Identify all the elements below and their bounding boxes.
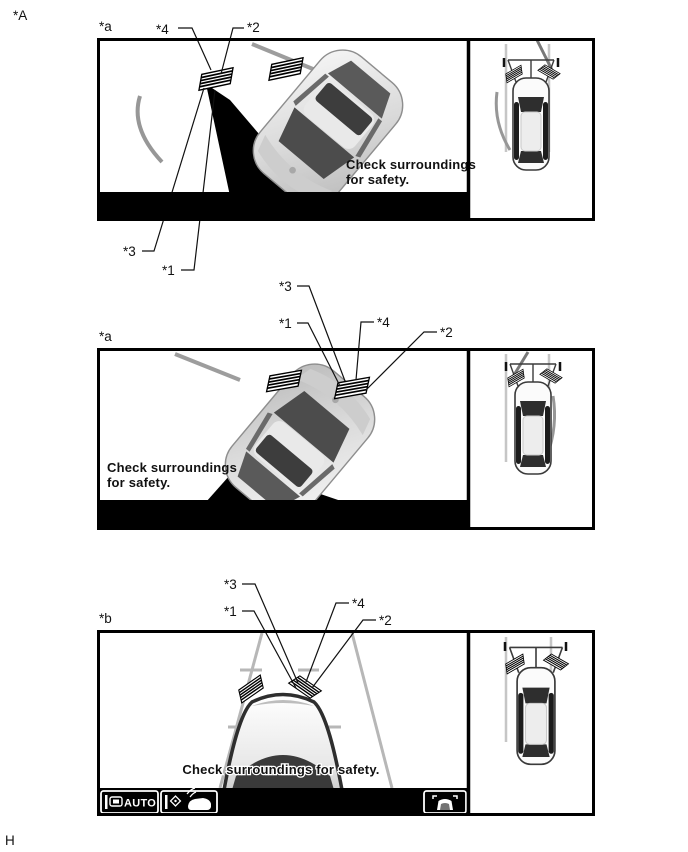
footer-label: H [5, 833, 15, 848]
panel3-callout-3: *3 [224, 577, 237, 592]
panel-3-rear-camera-view [99, 577, 594, 815]
panel1-mask-strip [100, 192, 467, 219]
wide-view-button[interactable] [424, 791, 466, 813]
panel3-callout-4: *4 [352, 596, 365, 611]
panel3-view-label: *b [99, 611, 112, 626]
panel2-callout-2: *2 [440, 325, 453, 340]
panel3-caption: Check surroundings for safety. [182, 762, 380, 777]
panel-2-rear-moving-view [99, 279, 594, 532]
panel1-callout-3: *3 [123, 244, 136, 259]
panel2-callout-3: *3 [279, 279, 292, 294]
panel1-caption-line1: Check surroundings [346, 157, 477, 172]
parking-sensor-button[interactable] [161, 788, 217, 813]
panel1-callout-1: *1 [162, 263, 175, 278]
panel3-callout-2: *2 [379, 613, 392, 628]
panel2-mask-strip [100, 500, 467, 528]
panel2-view-label: *a [99, 329, 112, 344]
panel2-callout-4: *4 [377, 315, 390, 330]
panel3-callout-1: *1 [224, 604, 237, 619]
panel2-caption-line2: for safety. [107, 475, 171, 490]
auto-button-label: AUTO [124, 797, 157, 810]
panel2-caption-line1: Check surroundings [107, 460, 238, 475]
panel1-callout-4: *4 [156, 22, 169, 37]
panel1-callout-2: *2 [247, 20, 260, 35]
panel3-side-vehicle [517, 668, 555, 765]
panel2-callout-1: *1 [279, 316, 292, 331]
panel-1-front-moving-view [99, 19, 594, 278]
panel1-caption-line2: for safety. [346, 172, 410, 187]
panel2-side-vehicle [515, 382, 551, 474]
auto-mode-button[interactable] [101, 791, 158, 813]
panel1-side-vehicle [513, 78, 549, 170]
panel1-view-label: *a [99, 19, 112, 34]
figure-label: *A [13, 8, 28, 23]
